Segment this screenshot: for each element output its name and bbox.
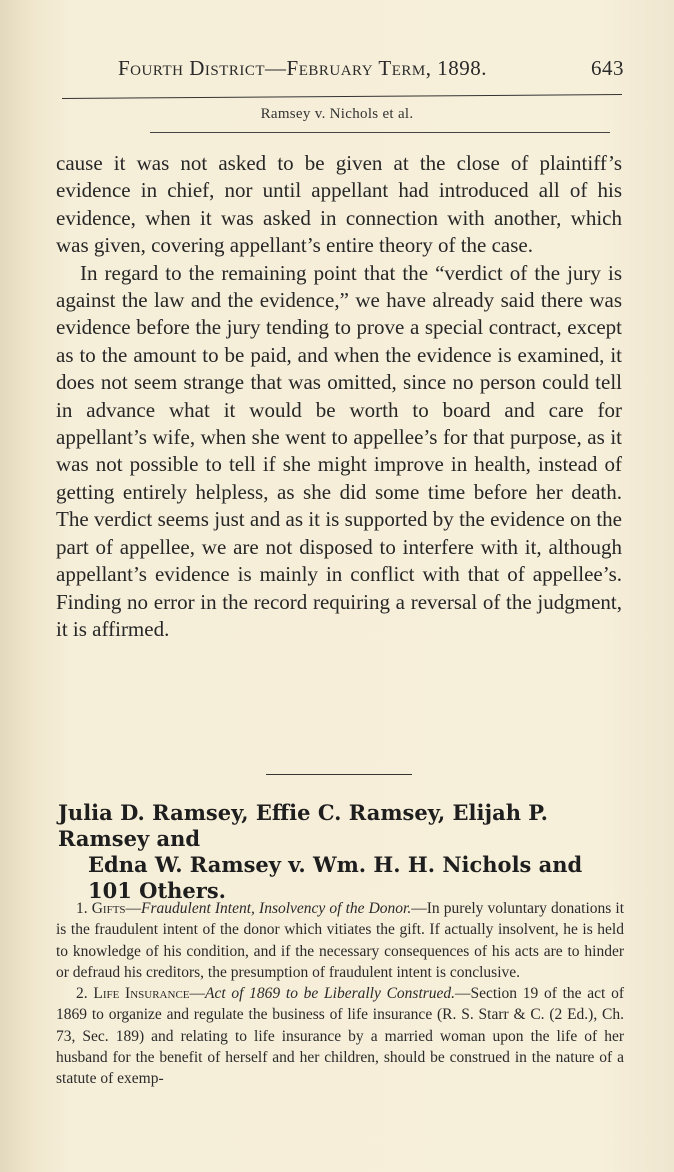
headnote-2-text: Section 19 of the act of 1869 to organize and regulate the business of life insurance (R. S. Starr & C. (2 Ed.), Ch. 73, Sec. 189) and relating to life insurance by a married woman upon the life of her husband for the benefit of herself and her children, should be construed in the nature of a statute of exemp- [56, 985, 624, 1088]
case-title-line-2: Edna W. Ramsey v. Wm. H. H. Nichols and 101 Others. [88, 852, 583, 903]
headnote-1: 1. Gifts—Fraudulent Intent, Insolvency of the Donor.—In purely voluntary donations it is the fraudulent intent of the donor which vitiates the gift. If actually insolvent, he is held to knowledge of his condition, and if the necessary consequences of his acts are to hinder or defraud his creditors, the presumption of fraudulent intent is conclusive. [56, 900, 624, 981]
opinion-body [56, 150, 622, 643]
section-divider-rule [266, 774, 412, 775]
case-caption: Ramsey v. Nichols et al. [260, 106, 414, 122]
running-head-title: Fourth District—February Term, 1898. [118, 56, 488, 80]
headnote-1-number: 1. [76, 900, 88, 917]
headnote-1-subtitle: Fraudulent Intent, Insolvency of the Donor. [141, 900, 412, 917]
running-head [118, 56, 624, 82]
headnote-2-number: 2. [76, 985, 88, 1003]
page-number: 643 [591, 56, 624, 80]
headnote-2-topic: Life Insurance [93, 985, 190, 1003]
headnotes [56, 898, 624, 1090]
header-rule [62, 94, 622, 99]
opinion-paragraph-2: In regard to the remaining point that the “verdict of the jury is against the law and the evidence,” we have already said there was evidence before the jury tending to prove a special contract, except as to the amount to be paid, and when the evidence is examined, it does not seem strange that was omitted, since no person could tell in advance what it would be worth to board and care for appellant’s wife, when she went to appellee’s for that purpose, as it was not possible to tell if she might improve in health, instead of getting entirely helpless, as she did some time before her death. The verdict seems just and as it is supported by the evidence on the part of appellee, we are not disposed to interfere with it, although appellant’s evidence is mainly in conflict with that of appellee’s. Finding no error in the record requiring a reversal of the judgment, it is affirmed. [56, 260, 622, 641]
caption-rule [150, 132, 610, 133]
opinion-paragraph-1: cause it was not asked to be given at the close of plaintiff’s evidence in chief, nor until appellant had introduced all of his evidence, when it was asked in connection with another, which was given, covering appellant’s entire theory of the case. [56, 151, 622, 258]
headnote-2-subtitle: Act of 1869 to be Liberally Construed. [205, 985, 456, 1003]
headnote-2: 2. Life Insurance—Act of 1869 to be Liberally Construed.—Section 19 of the act of 1869 to organize and regulate the business of life insurance (R. S. Starr & C. (2 Ed.), Ch. 73, Sec. 189) and relating to life insurance by a married woman upon the life of her husband for the benefit of herself and her children, should be construed in the nature of a statute of exemp- [56, 985, 624, 1088]
headnote-1-text: In purely voluntary donations it is the fraudulent intent of the donor which vitiates the gift. If actually insolvent, he is held to knowledge of his condition, and if the necessary consequences of his acts are to hinder or defraud his creditors, the presumption of fraudulent intent is conclusive. [56, 900, 624, 981]
headnote-1-topic: Gifts [91, 900, 126, 917]
case-title [58, 800, 628, 904]
case-title-line-1: Julia D. Ramsey, Effie C. Ramsey, Elijah P. Ramsey and [58, 800, 548, 851]
